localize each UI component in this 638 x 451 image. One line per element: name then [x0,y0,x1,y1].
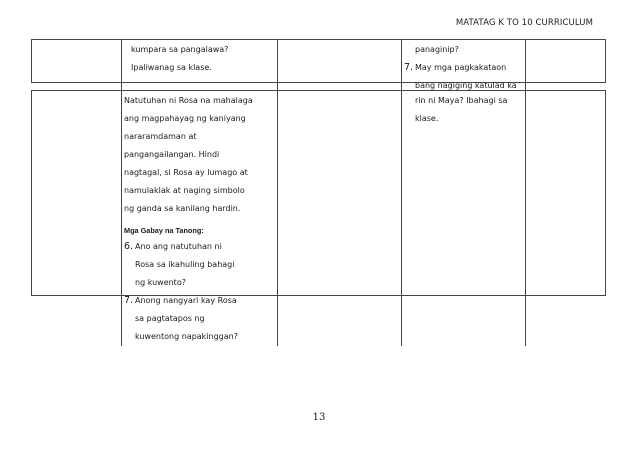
table-top-col-2 [122,40,278,95]
paragraph-line: ng ganda sa kanilang hardin. [124,204,241,213]
text-line: Ano ang natutuhan ni [135,242,222,251]
table-main [31,90,606,341]
text-line: rin ni Maya? Ibahagi sa [415,96,508,105]
table-top-col-4 [402,40,526,95]
table-main-col-3 [278,91,402,346]
page-number: 13 [312,412,326,423]
paragraph-line: ang magpahayag ng kaniyang [124,114,246,123]
table-main-col-5 [526,91,607,346]
curriculum-header: MATATAG K TO 10 CURRICULUM [455,18,593,28]
guide-questions-heading: Mga Gabay na Tanong: [124,226,204,235]
text-line: Ipaliwanag sa klase. [131,63,212,72]
table-main-col-2 [122,91,278,346]
question-item [124,238,277,292]
text-line: sa pagtatapos ng [135,314,205,323]
question-item [124,292,277,346]
table-top-col-1 [32,40,122,95]
text-line: bang nagiging katulad ka [415,81,517,90]
paragraph-line: Natutuhan ni Rosa na mahalaga [124,96,253,105]
paragraph-line: nagtagal, si Rosa ay lumago at [124,168,248,177]
paragraph-line: nararamdaman at [124,132,197,141]
text-line: kumpara sa pangalawa? [131,45,229,54]
text-line: kuwentong napakinggan? [135,332,238,341]
text-line: panaginip? [415,45,459,54]
table-main-col-4 [402,91,526,346]
text-line: klase. [415,114,439,123]
text-line: ng kuwento? [135,278,186,287]
table-main-col-1 [32,91,122,346]
item-number: 7. [404,62,414,73]
text-line: May mga pagkakataon [415,63,507,72]
text-line: Anong nangyari kay Rosa [135,296,237,305]
paragraph-line: pangangailangan. Hindi [124,150,220,159]
question-number: 6. [124,241,134,252]
paragraph-line: namulaklak at naging simbolo [124,186,245,195]
table-top [31,39,606,90]
question-number: 7. [124,295,134,306]
table-top-col-3 [278,40,402,95]
text-line: Rosa sa ikahuling bahagi [135,260,235,269]
table-top-col-5 [526,40,607,95]
